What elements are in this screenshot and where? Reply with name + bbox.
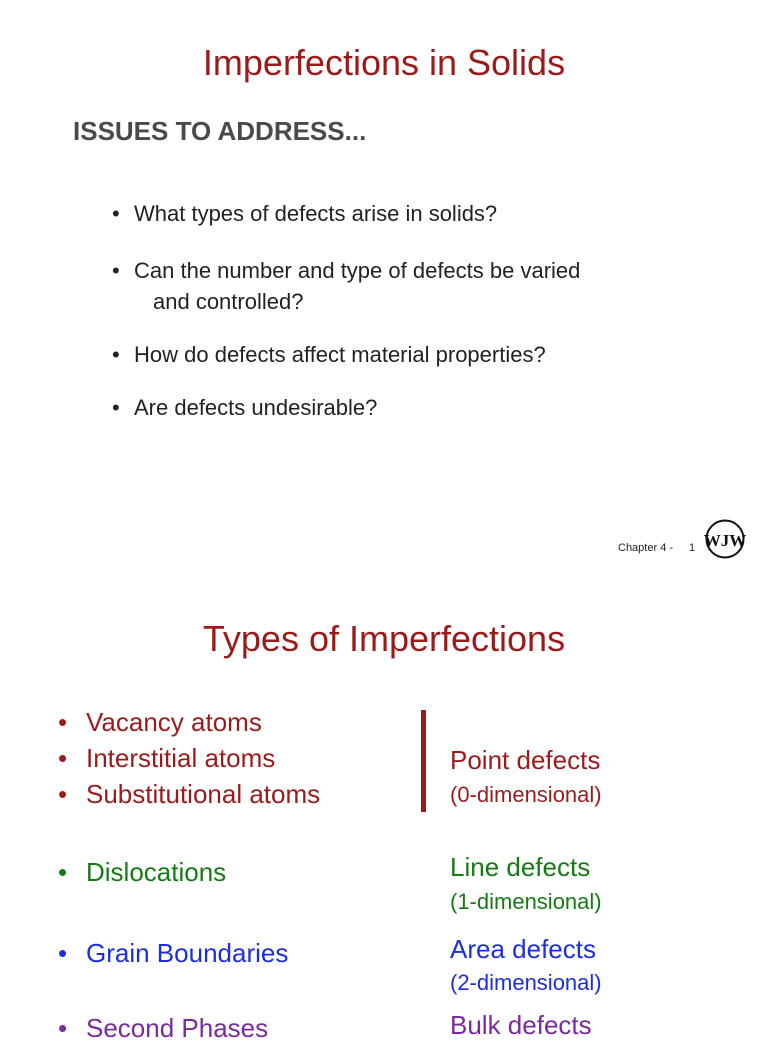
line-defects-dimension: (1-dimensional) — [450, 889, 602, 914]
slide-title: Imperfections in Solids — [202, 42, 566, 83]
bullet-dot: • — [112, 258, 120, 283]
bullet-text-continued: and controlled? — [153, 289, 304, 314]
point-defect-item — [58, 778, 320, 810]
bullet-dot: • — [112, 201, 120, 226]
line-defects-label: Line defects — [450, 852, 591, 882]
issues-heading: ISSUES TO ADDRESS... — [73, 116, 367, 146]
bullet-item — [112, 255, 580, 317]
publisher-logo — [704, 518, 746, 560]
point-defect-item — [58, 742, 275, 774]
bullet-dot: • — [58, 1013, 68, 1043]
item-label: Substitutional atoms — [86, 779, 321, 809]
bullet-item — [112, 198, 497, 229]
item-label: Vacancy atoms — [86, 707, 262, 737]
bullet-dot: • — [58, 857, 68, 887]
bulk-defect-item — [58, 1012, 268, 1044]
item-label: Second Phases — [86, 1013, 269, 1043]
bullet-dot: • — [58, 938, 68, 968]
area-defects-label: Area defects — [450, 934, 596, 964]
point-defect-item — [58, 706, 262, 738]
svg-text:WJW: WJW — [703, 531, 747, 550]
bullet-dot: • — [58, 779, 68, 809]
item-label: Grain Boundaries — [86, 938, 289, 968]
bullet-text: Can the number and type of defects be varied — [134, 258, 581, 283]
item-label: Interstitial atoms — [86, 743, 276, 773]
bullet-dot: • — [58, 707, 68, 737]
area-defect-item — [58, 937, 288, 969]
bullet-item — [112, 339, 546, 370]
bullet-dot: • — [112, 395, 120, 420]
bullet-dot: • — [112, 342, 120, 367]
page-number: 1 — [689, 542, 696, 554]
bullet-dot: • — [58, 743, 68, 773]
bullet-item — [112, 392, 377, 423]
point-defects-dimension: (0-dimensional) — [450, 782, 602, 807]
bullet-text: How do defects affect material properties? — [134, 342, 546, 367]
bulk-defects-label: Bulk defects — [450, 1010, 592, 1040]
item-label: Dislocations — [86, 857, 227, 887]
line-defect-item — [58, 856, 226, 888]
bullet-text: Are defects undesirable? — [134, 395, 378, 420]
bullet-text: What types of defects arise in solids? — [134, 201, 498, 226]
grouping-bracket — [421, 710, 426, 812]
chapter-label: Chapter 4 - — [618, 542, 674, 554]
area-defects-dimension: (2-dimensional) — [450, 970, 602, 995]
slide-2 — [0, 582, 768, 1043]
slide-title: Types of Imperfections — [202, 618, 566, 659]
point-defects-label: Point defects — [450, 745, 601, 775]
